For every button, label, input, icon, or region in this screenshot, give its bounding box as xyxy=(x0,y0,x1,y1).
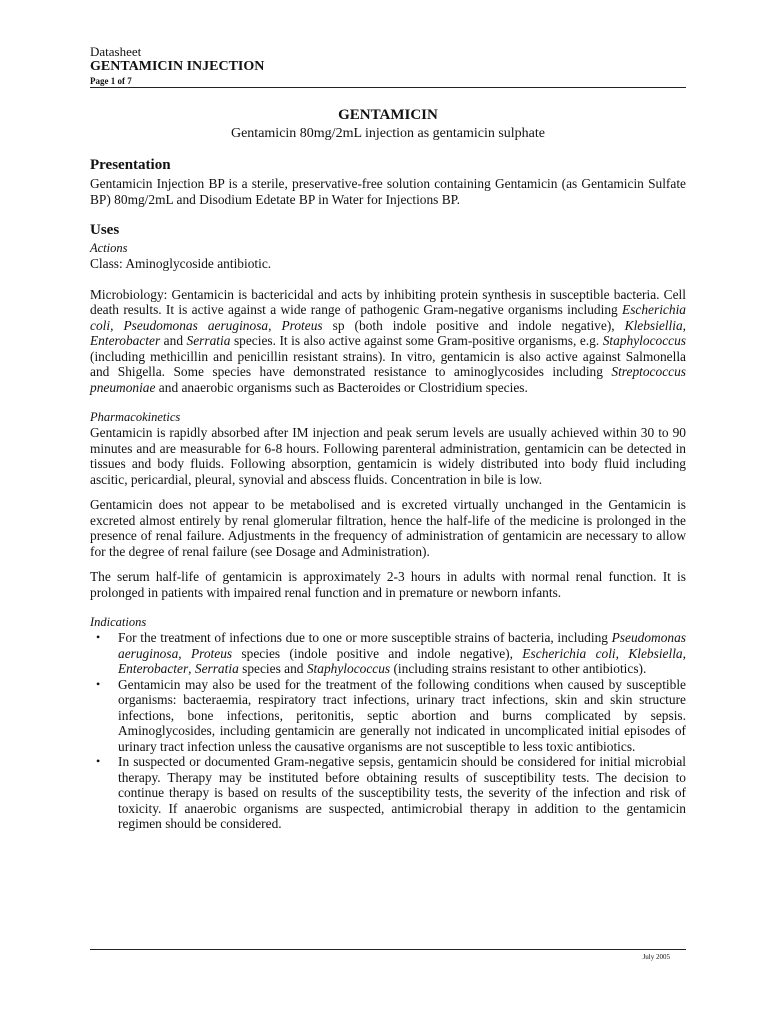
pharmacokinetics-subheading: Pharmacokinetics xyxy=(90,410,181,424)
page-header xyxy=(90,44,686,87)
list-item: • In suspected or documented Gram-negative sepsis, gentamicin should be considered for initial microbial therapy. Therapy may be instituted before obtaining results of susceptibility tests. The decision to continue therapy is based on results of the susceptibility tests, the severity of the infection and risk of toxicity. If anaerobic organisms are suspected, antimicrobial therapy in addition to the gentamicin regimen should be considered. xyxy=(96,754,686,831)
microbiology-paragraph: Microbiology: Gentamicin is bactericidal and acts by inhibiting protein synthesis in susceptible bacteria. Cell death results. It is active against a wide range of pathogenic Gram-negative organisms including Escherichia coli, Pseudomonas aeruginosa, Proteus sp (both indole positive and indole negative), Klebsiellia, Enterobacter and Serratia species. It is also active against some Gram-positive organisms, e.g. Staphylococcus (including methicillin and penicillin resistant strains). In vitro, gentamicin is also active against Salmonella and Shigella. Some species have demonstrated resistance to aminoglycosides including Streptococcus pneumoniae and anaerobic organisms such as Bacteroides or Clostridium species. xyxy=(90,286,687,395)
header-divider xyxy=(90,87,686,88)
pharmacokinetics-paragraph-3: The serum half-life of gentamicin is approximately 2-3 hours in adults with normal renal function. It is prolonged in patients with impaired renal function and in premature or newborn infants. xyxy=(90,569,686,600)
bullet-icon: • xyxy=(96,754,101,768)
header-doc-title: GENTAMICIN INJECTION xyxy=(90,59,265,74)
list-item: • For the treatment of infections due to one or more susceptible strains of bacteria, including Pseudomonas aeruginosa, Proteus species (indole positive and indole negative), Escherichia coli, Klebsiella, Enterobacter, Serratia species and Staphylococcus (including strains resistant to other antibiotics). xyxy=(96,630,686,676)
uses-heading: Uses xyxy=(90,222,120,238)
header-doc-type: Datasheet xyxy=(90,44,142,59)
footer-divider xyxy=(90,949,686,950)
class-text: Class: Aminoglycoside antibiotic. xyxy=(90,256,272,271)
document-title: GENTAMICIN xyxy=(338,107,438,123)
pharmacokinetics-paragraph-1: Gentamicin is rapidly absorbed after IM injection and peak serum levels are usually achieved within 30 to 90 minutes and are measurable for 6-8 hours. Following parenteral administration, gentamicin can be detected in tissues and body fluids. Following absorption, gentamicin is widely distributed into body fluid including ascitic, pericardial, pleural, synovial and abscess fluids. Concentration in bile is low. xyxy=(90,425,686,487)
list-item: • Gentamicin may also be used for the treatment of the following conditions when caused by susceptible organisms: bacteraemia, respiratory tract infections, urinary tract infections, skin and skin structure infections, bone infections, peritonitis, septic abortion and burns complicated by sepsis. Aminoglycosides, including gentamicin are generally not indicated in uncomplicated initial episodes of urinary tract infection unless the causative organisms are not susceptible to less toxic antibiotics. xyxy=(96,676,686,754)
document-subtitle: Gentamicin 80mg/2mL injection as gentamicin sulphate xyxy=(230,126,545,141)
presentation-heading: Presentation xyxy=(90,157,171,173)
bullet-icon: • xyxy=(96,676,101,691)
indications-list xyxy=(90,630,686,832)
pharmacokinetics-paragraph-2: Gentamicin does not appear to be metabolised and is excreted virtually unchanged in the Gentamicin is excreted almost entirely by renal glomerular filtration, hence the half-life of the medicine is prolonged in the presence of renal failure. Adjustments in the frequency of administration of gentamicin are necessary to allow for the degree of renal failure (see Dosage and Administration). xyxy=(90,497,686,559)
bullet-icon: • xyxy=(96,630,101,644)
footer-date: July 2005 xyxy=(642,953,670,961)
document-body xyxy=(90,106,686,832)
indications-subheading: Indications xyxy=(90,615,147,629)
actions-subheading: Actions xyxy=(90,241,128,255)
presentation-text: Gentamicin Injection BP is a sterile, preservative-free solution containing Gentamicin (as Gentamicin Sulfate BP) 80mg/2mL and Disodium Edetate BP in Water for Injections BP. xyxy=(90,176,686,207)
header-page-number: Page 1 of 7 xyxy=(90,76,132,86)
